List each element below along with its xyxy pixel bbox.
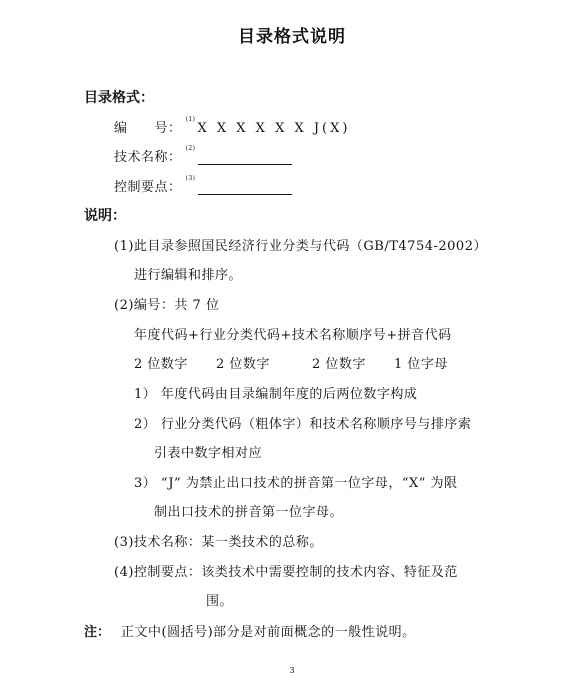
explain-heading: 说明： xyxy=(84,208,126,224)
sub-item-2-line2: 引表中数字相对应 xyxy=(154,446,263,461)
item4-line1: (4)控制要点：该类技术中需要控制的技术内容、特征及范 xyxy=(114,565,458,580)
note-label: 注： xyxy=(84,625,111,640)
number-label: 编 号： xyxy=(114,121,182,136)
page-number: 3 xyxy=(289,666,295,675)
tech-name-blank-line xyxy=(198,152,292,165)
item1-line2: 进行编辑和排序。 xyxy=(134,268,243,283)
number-value: X X X X X X J(X) xyxy=(197,121,351,136)
item1-line1: (1)此目录参照国民经济行业分类与代码（GB/T4754-2002） xyxy=(114,239,487,254)
number-note-marker: (1) xyxy=(185,116,196,123)
sub-item-2-line1: 2） 行业分类代码（粗体字）和技术名称顺序号与排序索 xyxy=(134,417,472,432)
sub-item-3-line2: 制出口技术的拼音第一位字母。 xyxy=(154,505,344,520)
control-blank-line xyxy=(198,182,292,195)
item2-line2: 年度代码+行业分类代码+技术名称顺序号+拼音代码 xyxy=(134,328,452,343)
number-row xyxy=(114,117,350,136)
tech-name-note-marker: (2) xyxy=(185,145,196,152)
note-text: 正文中(圆括号)部分是对前面概念的一般性说明。 xyxy=(121,625,416,640)
item4-line2: 围。 xyxy=(206,594,234,609)
item2-col4: 1 位字母 xyxy=(394,357,448,372)
format-heading: 目录格式： xyxy=(84,90,154,106)
sub-item-1: 1） 年度代码由目录编制年度的后两位数字构成 xyxy=(134,387,418,402)
tech-name-label: 技术名称： xyxy=(114,150,182,165)
item2-line1: (2)编号：共 7 位 xyxy=(114,298,220,313)
item2-col2: 2 位数字 xyxy=(216,357,270,372)
item2-col3: 2 位数字 xyxy=(312,357,366,372)
control-label: 控制要点： xyxy=(114,180,182,195)
tech-name-row xyxy=(114,146,292,165)
item2-col1: 2 位数字 xyxy=(134,357,188,372)
control-row xyxy=(114,176,292,195)
item3: (3)技术名称：某一类技术的总称。 xyxy=(114,535,323,550)
sub-item-3-line1: 3） “J” 为禁止出口技术的拼音第一位字母，“X” 为限 xyxy=(134,476,458,491)
control-note-marker: (3) xyxy=(185,175,196,182)
page-title: 目录格式说明 xyxy=(238,27,346,47)
